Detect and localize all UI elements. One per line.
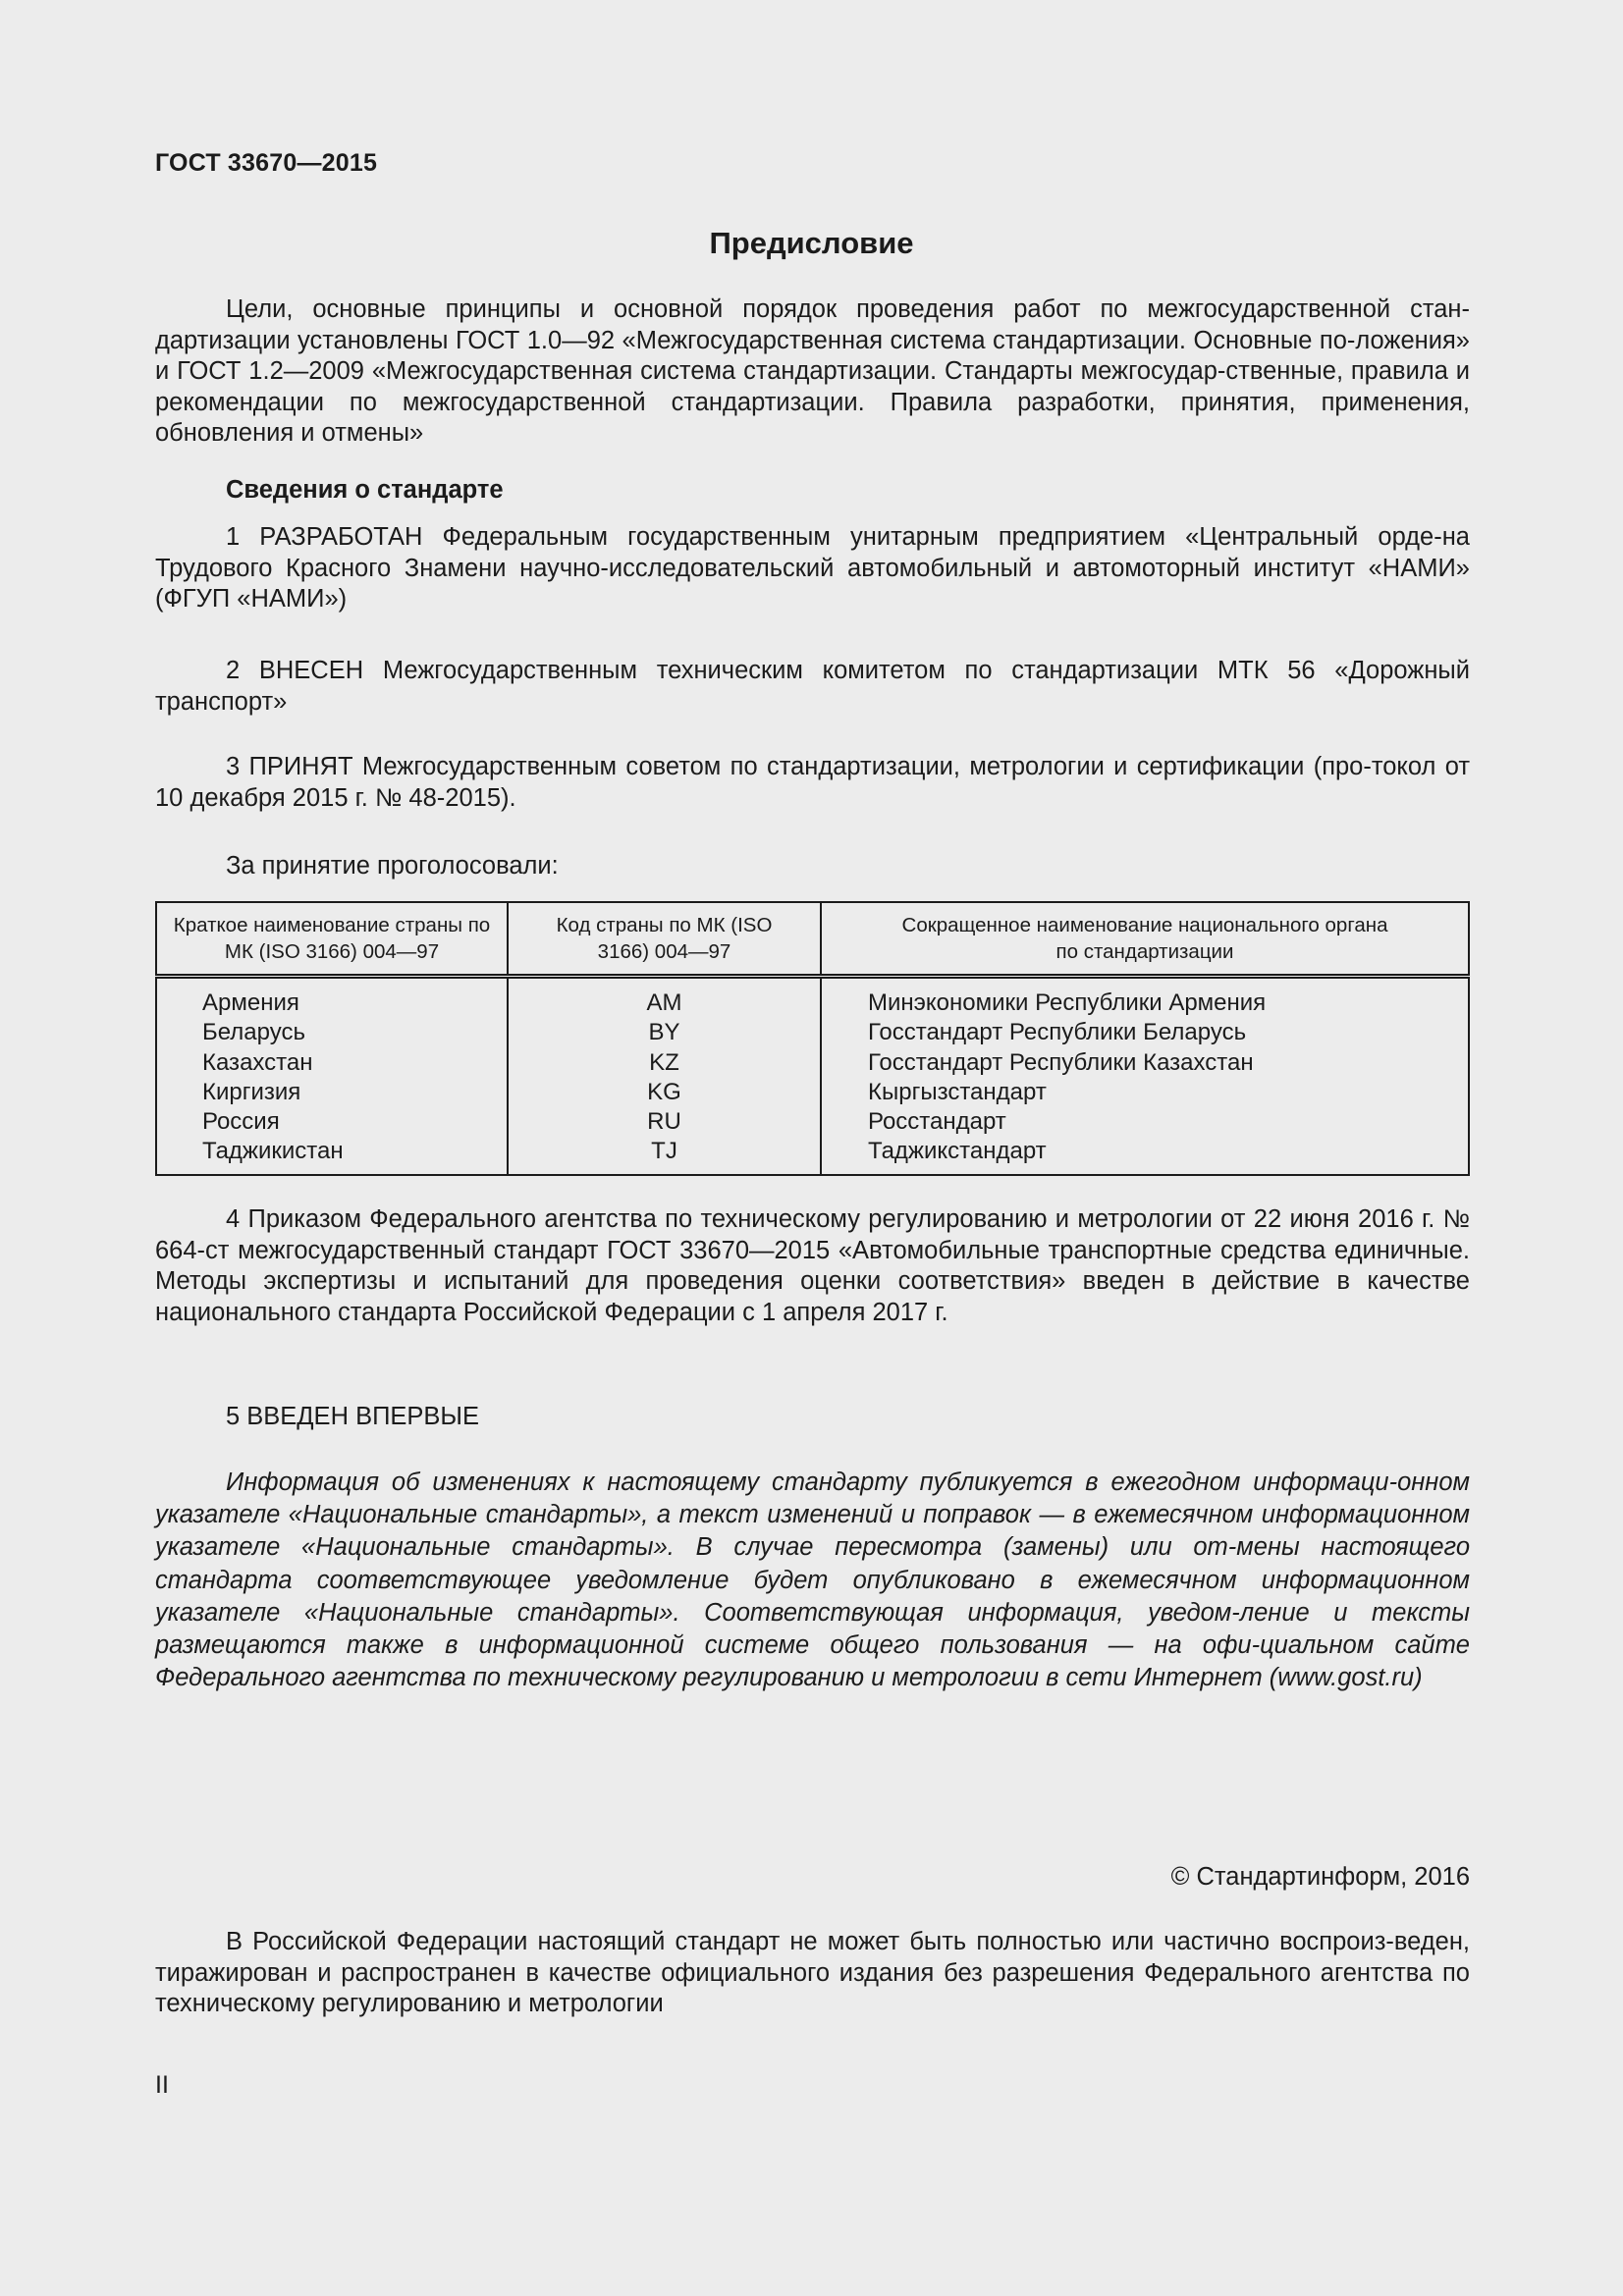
table-body-row [156,977,1469,1176]
item-3-adopted: 3 ПРИНЯТ Межгосударственным советом по стандартизации, метрологии и сертификации (про-токол от 10 декабря 2015 г. № 48-2015). [155,753,1470,812]
item-5-first-introduced: 5 ВВЕДЕН ВПЕРВЫЕ [226,1403,480,1430]
document-code-header: ГОСТ 33670—2015 [155,149,378,177]
national-bodies-column: Минэкономики Республики Армения Госстандарт Республики Беларусь Госстандарт Республики Казахстан Кыргызстандарт Росстандарт Таджикстандарт [868,989,1267,1165]
voting-countries-table [155,901,1470,1176]
votes-intro: За принятие проголосовали: [226,852,559,880]
rights-notice: В Российской Федерации настоящий стандарт не может быть полностью или частично воспроиз-веден, тиражирован и распространен в качестве официального издания без разрешения Федерального агентства по техническому регулированию и метрологии [155,1928,1470,2017]
copyright-notice: © Стандартинформ, 2016 [1170,1863,1470,1891]
country-names-column: Армения Беларусь Казахстан Киргизия Россия Таджикистан [202,989,344,1165]
page-title: Предисловие [709,226,914,260]
page-number: II [155,2071,169,2099]
item-4-order: 4 Приказом Федерального агентства по техническому регулированию и метрологии от 22 июня 2016 г. № 664-ст межгосударственный стандарт ГОСТ 33670—2015 «Автомобильные транспортные средства единичные. Методы экспертизы и испытаний для проведения оценки соответствия» введен в действие в качестве национального стандарта Российской Федерации с 1 апреля 2017 г. [155,1205,1470,1326]
item-2-submitted: 2 ВНЕСЕН Межгосударственным техническим комитетом по стандартизации МТК 56 «Дорожный транспорт» [155,657,1470,716]
header-national-body: Сокращенное наименование национального органа по стандартизации [821,902,1469,977]
country-codes-column: AM BY KZ KG RU TJ [646,989,682,1165]
header-country-code: Код страны по МК (ISO 3166) 004—97 [508,902,821,977]
item-1-developed: 1 РАЗРАБОТАН Федеральным государственным унитарным предприятием «Центральный орде-на Трудового Красного Знамени научно-исследовательский автомобильный и автомоторный институт «НАМИ» (ФГУП «НАМИ») [155,523,1470,613]
table-header-row [156,902,1469,977]
changes-notice: Информация об изменениях к настоящему стандарту публикуется в ежегодном информаци-онном указателе «Национальные стандарты», а текст изменений и поправок — в ежемесячном информационном указателе «Национальные стандарты». В случае пересмотра (замены) или от-мены настоящего стандарта соответствующее уведомление будет опубликовано в ежемесячном информационном указателе «Национальные стандарты». Соответствующая информация, уведом-ление и тексты размещаются также в информационной системе общего пользования — на офи-циальном сайте Федерального агентства по техническому регулированию и метрологии в сети Интернет (www.gost.ru) [155,1468,1470,1692]
intro-paragraph: Цели, основные принципы и основной порядок проведения работ по межгосударственной стан-дартизации установлены ГОСТ 1.0—92 «Межгосударственная система стандартизации. Основные по-ложения» и ГОСТ 1.2—2009 «Межгосударственная система стандартизации. Стандарты межгосудар-ственные, правила и рекомендации по межгосударственной стандартизации. Правила разработки, принятия, применения, обновления и отмены» [155,295,1470,447]
standard-info-subheading: Сведения о стандарте [226,476,504,504]
header-country-name: Краткое наименование страны по МК (ISO 3166) 004—97 [156,902,508,977]
